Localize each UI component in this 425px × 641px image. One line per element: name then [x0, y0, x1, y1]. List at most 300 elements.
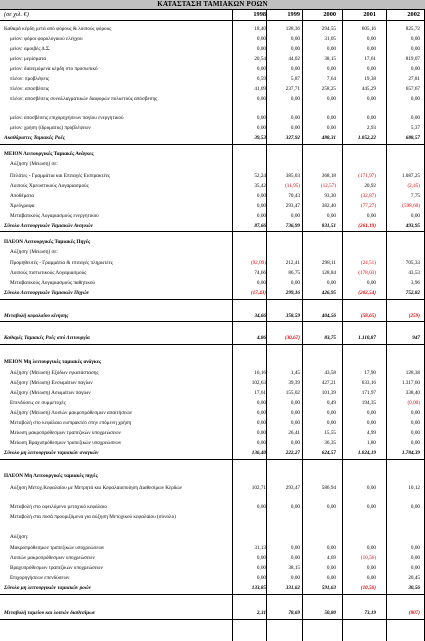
table-row — [0, 249, 425, 257]
cell-value: 18,40 — [254, 26, 266, 33]
row-label: Αύξηση/ (Μείωση) σε: — [10, 248, 58, 255]
cell-value: 831,51 — [321, 222, 336, 229]
cell-value: 586,94 — [321, 485, 336, 491]
cell-value: (807) — [408, 610, 420, 616]
year-header: 2002 — [407, 11, 420, 18]
row-label: ΜΕΙΟΝ Μη λειτουργικές ταμιακές ανάγκες — [4, 358, 102, 365]
cell-value: 0,00 — [410, 115, 420, 121]
row-label: Μεταβολή κεφαλαίου κίνησης — [4, 312, 69, 319]
cell-value: 0,00 — [290, 125, 300, 131]
cell-value: 0,00 — [256, 555, 266, 561]
cell-value: 0,00 — [410, 212, 420, 219]
cell-value: 128,36 — [285, 26, 300, 33]
cell-value: 633,16 — [361, 380, 376, 386]
cell-value: 1,80 — [366, 440, 376, 446]
cell-value: 294,55 — [321, 26, 336, 33]
cell-value: (77,27) — [360, 202, 376, 209]
cell-value: 1.087,25 — [401, 172, 420, 179]
cell-value: 86,75 — [288, 270, 300, 276]
cell-value: 38,15 — [324, 56, 336, 63]
cell-value: 93,30 — [324, 192, 336, 199]
table-row — [0, 96, 425, 110]
table-row — [0, 151, 425, 159]
cell-value: 0,00 — [256, 430, 266, 436]
cell-value: 0,00 — [326, 420, 336, 426]
table-row — [0, 76, 425, 84]
cell-value: 0,00 — [256, 66, 266, 73]
cell-value: 1.024,19 — [357, 450, 376, 456]
row-label: Αύξηση/ (Μείωση) Ασωμάτων παγίων — [10, 390, 91, 396]
table-row — [0, 610, 425, 618]
cell-value: 0,00 — [366, 545, 376, 551]
cell-value: 78,69 — [288, 610, 300, 616]
table-row — [0, 280, 425, 288]
cell-value: 0,00 — [366, 410, 376, 416]
cell-value: 31,13 — [254, 545, 266, 551]
table-row — [0, 290, 425, 298]
cell-value: 155,02 — [285, 390, 300, 396]
cell-value: 30,56 — [408, 585, 420, 591]
cell-value: 338,40 — [405, 390, 420, 396]
table-row — [0, 193, 425, 201]
cell-value: 73,19 — [364, 610, 376, 616]
cell-value: 0,00 — [326, 212, 336, 219]
cell-value: 26,41 — [288, 430, 300, 436]
cell-value: 0,00 — [410, 36, 420, 43]
cell-value: (11,95) — [285, 182, 300, 189]
row-label: ΠΛΕΟΝ Μη Λειτουργικές ταμιακές πηγές — [4, 472, 98, 479]
cell-value: 657,67 — [405, 86, 420, 93]
cell-value: 2,93 — [366, 125, 376, 131]
row-label: Λοιπών μακροπρόθεσμων υποχρεώσεων — [10, 555, 95, 561]
cell-value: (12,57) — [320, 182, 336, 189]
cell-value: 0,00 — [290, 66, 300, 73]
cell-value: (0,00) — [407, 400, 420, 406]
cell-value: (17,43) — [250, 290, 266, 296]
table-row — [0, 390, 425, 398]
cell-value: 299,16 — [285, 290, 300, 296]
row-label: Μεταβολή στο οφειλόμενο μετοχικό κεφάλαιο — [10, 503, 107, 510]
row-label: μείον: διανεμόμενα κέρδη στο προσωπικό — [10, 66, 98, 73]
cell-value: 0,00 — [366, 66, 376, 73]
table-row — [0, 400, 425, 408]
cell-value: (261,19) — [358, 222, 376, 229]
cell-value: 74,66 — [254, 270, 266, 276]
cell-value: 0,00 — [410, 545, 420, 551]
cell-value: 34,66 — [254, 312, 266, 319]
row-label: ΜΕΙΟΝ Λειτουργικές Ταμιακές Ανάγκες — [4, 151, 94, 158]
row-label: Σύνολο Λειτουργικών Ταμιακών Πηγών — [4, 290, 90, 296]
cell-value: 382,40 — [321, 202, 336, 209]
cell-value: 20,54 — [254, 56, 266, 63]
cell-value: 17,61 — [254, 390, 266, 396]
cell-value: 83,75 — [324, 335, 336, 341]
cell-value: 10,12 — [408, 485, 420, 491]
row-label: Μεταβολή ταμείου και λοιπών διαθεσίμων — [4, 610, 96, 616]
table-header — [0, 10, 425, 20]
cell-value: 237,71 — [285, 86, 300, 93]
cell-value: (10,56) — [360, 555, 376, 561]
cell-value: 212,41 — [285, 260, 300, 266]
cell-value: (178,03) — [358, 270, 376, 276]
year-header: 1999 — [287, 11, 300, 18]
cell-value: 4,99 — [366, 430, 376, 436]
row-label: Σύνολο μη λειτουργικών ταμιακών αναγκών — [4, 450, 99, 456]
cell-value: 39,39 — [288, 380, 300, 386]
cell-value: 427,21 — [321, 380, 336, 386]
row-label: πλέον: αποσβέσεις — [10, 86, 49, 93]
cell-value: 0,00 — [256, 125, 266, 131]
cell-value: 293,47 — [285, 202, 300, 209]
row-label: Λοιπούς πιστωτικούς Λογαριασμούς — [10, 270, 87, 276]
cell-value: 736,99 — [285, 222, 300, 229]
cell-value: 0,00 — [290, 440, 300, 446]
table-row — [0, 173, 425, 181]
row-label: Μακροπρόθεσμων τραπεζικών υποχρεώσεων — [10, 545, 105, 551]
row-label: Αύξηση: — [10, 533, 29, 540]
cell-value: 445,29 — [361, 86, 376, 93]
row-label: μείον: φόροι φορολογικού ελέγχου — [10, 36, 83, 43]
row-label: Επιχορηγήσεων επενδύσεων — [10, 575, 70, 581]
cell-value: 0,00 — [256, 400, 266, 406]
table-row — [0, 161, 425, 169]
cell-value: 605,16 — [361, 26, 376, 33]
row-label: Αύξηση/ (Μείωση) Λοιπών μακροπρόθεσμων απαιτήσεων — [10, 410, 132, 416]
cell-value: 0,00 — [366, 280, 376, 286]
table-row — [0, 335, 425, 343]
cell-value: 0,00 — [256, 575, 266, 581]
cell-value: 0,00 — [410, 440, 420, 446]
cell-value: (598,60) — [402, 202, 420, 209]
cell-value: 0,00 — [290, 115, 300, 121]
cell-value: 0,00 — [326, 410, 336, 416]
cell-value: 44,02 — [288, 56, 300, 63]
table-row — [0, 545, 425, 553]
row-label: Αύξηση/ (Μείωση) σε: — [10, 161, 58, 168]
table-row — [0, 565, 425, 573]
cell-value: 0,00 — [410, 46, 420, 53]
cell-value: 0,00 — [366, 565, 376, 571]
cell-value: 1.317,60 — [401, 380, 420, 386]
cell-value: 4,69 — [326, 555, 336, 561]
table-row — [0, 534, 425, 542]
cell-value: 1.784,39 — [401, 450, 420, 456]
table-row — [0, 410, 425, 418]
row-label: Σύνολο μη λειτουργικών ταμιακών ροών — [4, 585, 91, 591]
cell-value: 43,53 — [408, 270, 420, 276]
cell-value: (10,56) — [360, 585, 376, 591]
cell-value: 20,45 — [408, 575, 420, 581]
cell-value: 0,00 — [326, 575, 336, 581]
row-label: Αποθέματα — [10, 192, 34, 199]
cell-value: 624,57 — [321, 450, 336, 456]
cell-value: 43,58 — [324, 370, 336, 376]
table-row — [0, 213, 425, 221]
cell-value: 102,71 — [251, 485, 266, 491]
cell-value: 17,61 — [364, 56, 376, 63]
table-row — [0, 66, 425, 74]
cell-value: 136,40 — [251, 450, 266, 456]
row-label: Καθαρά κέρδη μετά από φόρους & λοιπούς φόρους — [4, 26, 112, 33]
cell-value: 2,31 — [256, 610, 266, 616]
cell-value: 0,00 — [256, 440, 266, 446]
cell-value: 293,47 — [285, 485, 300, 491]
cell-value: 20,92 — [364, 182, 376, 189]
cell-value: 0,00 — [256, 410, 266, 416]
table-row — [0, 239, 425, 247]
cell-value: 102,63 — [251, 380, 266, 386]
total-rule — [0, 231, 425, 232]
cell-value: (171,97) — [358, 172, 376, 179]
cell-value: 298,11 — [321, 260, 336, 266]
cell-value: 368,18 — [321, 172, 336, 179]
page-title: ΚΑΤΑΣΤΑΣΗ ΤΑΜΙΑΚΩΝ ΡΟΩΝ — [0, 0, 425, 10]
cell-value: 0,00 — [290, 503, 300, 510]
cell-value: 0,00 — [326, 125, 336, 131]
row-label: Μεταβατικούς Λογαριασμούς παθητικού — [10, 280, 95, 286]
row-label: πλέον: αποσβέσεις συναλλαγματικών διαφορών πολυετούς απόσβεσης — [10, 96, 158, 103]
year-header: 2000 — [323, 11, 336, 18]
table-row — [0, 585, 425, 593]
cell-value: 50,80 — [324, 610, 336, 616]
table-row — [0, 46, 425, 54]
table-row — [0, 575, 425, 583]
cell-value: 0,00 — [256, 280, 266, 286]
cell-value: 41,09 — [254, 86, 266, 93]
cell-value: 0,00 — [410, 503, 420, 510]
table-row — [0, 514, 425, 528]
cell-value: 688,57 — [405, 135, 420, 141]
cell-value: 0,00 — [410, 96, 420, 103]
row-label: Καθαρές Ταμιακές Ροές από Λειτουργία — [4, 335, 90, 341]
cell-value: 52,24 — [254, 172, 266, 179]
row-label: Αύξηση Μετοχ.Κεφαλαίου με Μετρητά και Κεφαλαιοποίηση Διαθεσίμων Κερδών — [10, 485, 183, 491]
cell-value: 31,05 — [324, 36, 336, 43]
table-row — [0, 504, 425, 512]
total-rule — [0, 344, 425, 345]
cell-value: 7,75 — [410, 192, 420, 199]
cell-value: 0,00 — [366, 575, 376, 581]
row-label: Μεταβολή στα ποσά προοριζόμενα για αύξηση Μετοχικού κεφαλαίου (σύνολο) — [10, 513, 176, 520]
cell-value: 0,00 — [410, 555, 420, 561]
row-label: μείον: αμοιβές Δ.Σ. — [10, 46, 51, 53]
cell-value: 128,38 — [405, 370, 420, 376]
cell-value: 0,00 — [290, 96, 300, 103]
cell-value: 0,00 — [326, 96, 336, 103]
cell-value: 0,00 — [256, 96, 266, 103]
cell-value: (259) — [408, 312, 420, 319]
cell-value: 825,72 — [405, 26, 420, 33]
cell-value: 947 — [412, 335, 420, 341]
cell-value: 133,85 — [251, 585, 266, 591]
table-row — [0, 203, 425, 211]
row-label: Προμηθευτές - Γραμμάτια & επιταγές πληρωτέες — [10, 260, 113, 266]
cell-value: 0,00 — [290, 420, 300, 426]
cell-value: 426,95 — [321, 290, 336, 296]
cell-value: 3,96 — [410, 280, 420, 286]
cell-value: 0,00 — [290, 46, 300, 53]
cell-value: 70,43 — [288, 192, 300, 199]
table-row — [0, 26, 425, 34]
cell-value: 7,64 — [326, 76, 336, 83]
cell-value: 0,00 — [256, 503, 266, 510]
cell-value: 38,15 — [288, 565, 300, 571]
row-label: Μεταβατικούς Λογαριασμούς ενεργητικού — [10, 212, 99, 219]
cell-value: 0,00 — [326, 115, 336, 121]
cell-value: 0,00 — [366, 420, 376, 426]
cell-value: 0,00 — [366, 115, 376, 121]
table-row — [0, 485, 425, 499]
row-label: Χρεόγραφα — [10, 202, 35, 209]
cell-value: 0,00 — [290, 280, 300, 286]
table-row — [0, 270, 425, 278]
total-rule — [0, 144, 425, 145]
table-row — [0, 56, 425, 64]
cell-value: 5,87 — [290, 76, 300, 83]
cell-value: 0,00 — [326, 46, 336, 53]
table-row — [0, 430, 425, 438]
cell-value: 404,56 — [321, 312, 336, 319]
row-label: Αύξηση/ (Μείωση) Ενσωμάτων παγίων — [10, 380, 93, 386]
cell-value: 4,86 — [256, 335, 266, 341]
cell-value: 17,90 — [364, 370, 376, 376]
table-row — [0, 555, 425, 563]
cell-value: 1.052,22 — [357, 135, 376, 141]
cell-value: 0,49 — [326, 400, 336, 406]
cell-value: 15,55 — [324, 430, 336, 436]
cell-value: 327,92 — [285, 135, 300, 141]
cell-value: 819,07 — [405, 56, 420, 63]
cell-value: 385,03 — [285, 172, 300, 179]
cell-value: 331,62 — [285, 585, 300, 591]
unit-label: (σε χιλ. €) — [4, 11, 29, 18]
cell-value: 0,00 — [256, 192, 266, 199]
cell-value: 0,00 — [366, 46, 376, 53]
cell-value: 0,00 — [366, 96, 376, 103]
cell-value: 488,31 — [321, 135, 336, 141]
cell-value: 1,45 — [290, 370, 300, 376]
cell-value: 194,35 — [361, 400, 376, 406]
cell-value: 0,00 — [326, 66, 336, 73]
row-label: πλέον: προβλέψεις — [10, 76, 49, 83]
cell-value: 0,00 — [256, 420, 266, 426]
cell-value: 1.110,87 — [358, 335, 376, 341]
table-row — [0, 380, 425, 388]
total-rule — [0, 299, 425, 300]
cell-value: 0,00 — [326, 280, 336, 286]
cell-value: 0,00 — [410, 410, 420, 416]
cell-value: 0,00 — [256, 202, 266, 209]
cell-value: 101,39 — [321, 390, 336, 396]
cell-value: 171,97 — [361, 390, 376, 396]
row-label: Πελάτες - Γραμμάτια και Επιταγές Εισπρακτέες — [10, 172, 111, 179]
cell-value: 0,00 — [290, 555, 300, 561]
cell-value: 705,33 — [405, 260, 420, 266]
cell-value: 87,66 — [254, 222, 266, 229]
cell-value: 39,53 — [254, 135, 266, 141]
table-row — [0, 36, 425, 44]
header-rule — [0, 20, 425, 21]
table-row — [0, 313, 425, 321]
row-label: Βραχυπρόθεσμων τραπεζικών υποχρεώσεων — [10, 565, 103, 571]
total-rule — [0, 321, 425, 322]
row-label: μείον: χρήση (ίδρυματος) προβλέψεων — [10, 125, 91, 131]
cell-value: 16,16 — [254, 370, 266, 376]
total-rule — [0, 459, 425, 460]
row-label: μείον: μερίσματα — [10, 56, 47, 63]
cell-value: 752,82 — [405, 290, 420, 296]
cell-value: 19,38 — [364, 76, 376, 83]
cell-value: 222,27 — [285, 450, 300, 456]
cell-value: 0,00 — [290, 575, 300, 581]
cell-value: 128,84 — [321, 270, 336, 276]
cell-value: 0,00 — [410, 66, 420, 73]
table-row — [0, 223, 425, 231]
cell-value: 0,00 — [290, 545, 300, 551]
cell-value: 0,59 — [256, 76, 266, 83]
cell-value: 0,00 — [410, 430, 420, 436]
table-row — [0, 420, 425, 428]
cell-value: (30,67) — [284, 335, 300, 341]
table-row — [0, 86, 425, 94]
table-row — [0, 115, 425, 123]
row-label: Μείωση Βραχυπρόθεσμων τραπεζικών υποχρεώσεων — [10, 440, 122, 446]
table-row — [0, 370, 425, 378]
table-row — [0, 183, 425, 191]
cell-value: 0,00 — [326, 565, 336, 571]
cell-value: 36,35 — [324, 440, 336, 446]
row-label: ΠΛΕΟΝ Λειτουργικές Ταμιακές Πηγές — [4, 238, 91, 245]
year-header: 2001 — [363, 11, 376, 18]
cell-value: 0,00 — [256, 46, 266, 53]
row-label: Επενδύσεις σε συμμετοχές — [10, 400, 66, 406]
year-header: 1998 — [253, 11, 266, 18]
cell-value: 0,00 — [256, 36, 266, 43]
row-label: Ακαθάριστες Ταμιακές Ροές — [4, 135, 65, 141]
cell-value: 35,42 — [254, 182, 266, 189]
cell-value: 358,59 — [285, 312, 300, 319]
table-row — [0, 125, 425, 133]
cell-value: 0,00 — [326, 545, 336, 551]
cell-value: 0,00 — [410, 565, 420, 571]
cell-value: (2,45) — [407, 182, 420, 189]
row-label: Λοιπούς Χρεωστικούς Λογαριασμούς — [10, 182, 89, 189]
total-rule — [0, 619, 425, 620]
cell-value: 0,00 — [366, 36, 376, 43]
table-row — [0, 260, 425, 268]
cell-value: (202,54) — [358, 290, 376, 296]
cell-value: 0,00 — [326, 503, 336, 510]
cell-value: 0,00 — [256, 115, 266, 121]
row-label: Μείωση μακροπρόθεσμων τραπεζικών υποχρεώσεων — [10, 430, 121, 436]
row-label: Μεταβολή στο κεφάλαιο εισπρακτέο στην επόμενη χρήση — [10, 420, 132, 426]
cell-value: 0,00 — [290, 212, 300, 219]
cell-value: 0,00 — [366, 503, 376, 510]
cell-value: 0,00 — [256, 212, 266, 219]
total-rule — [0, 594, 425, 595]
cell-value: 258,25 — [321, 86, 336, 93]
cell-value: 0,00 — [410, 420, 420, 426]
cell-value: (58,65) — [360, 312, 376, 319]
cell-value: 5,37 — [410, 125, 420, 131]
cell-value: 591,63 — [321, 585, 336, 591]
cell-value: 0,00 — [256, 565, 266, 571]
table-row — [0, 450, 425, 458]
cell-value: (32,87) — [360, 192, 376, 199]
table-row — [0, 473, 425, 481]
cell-value: 0,00 — [290, 410, 300, 416]
table-row — [0, 440, 425, 448]
